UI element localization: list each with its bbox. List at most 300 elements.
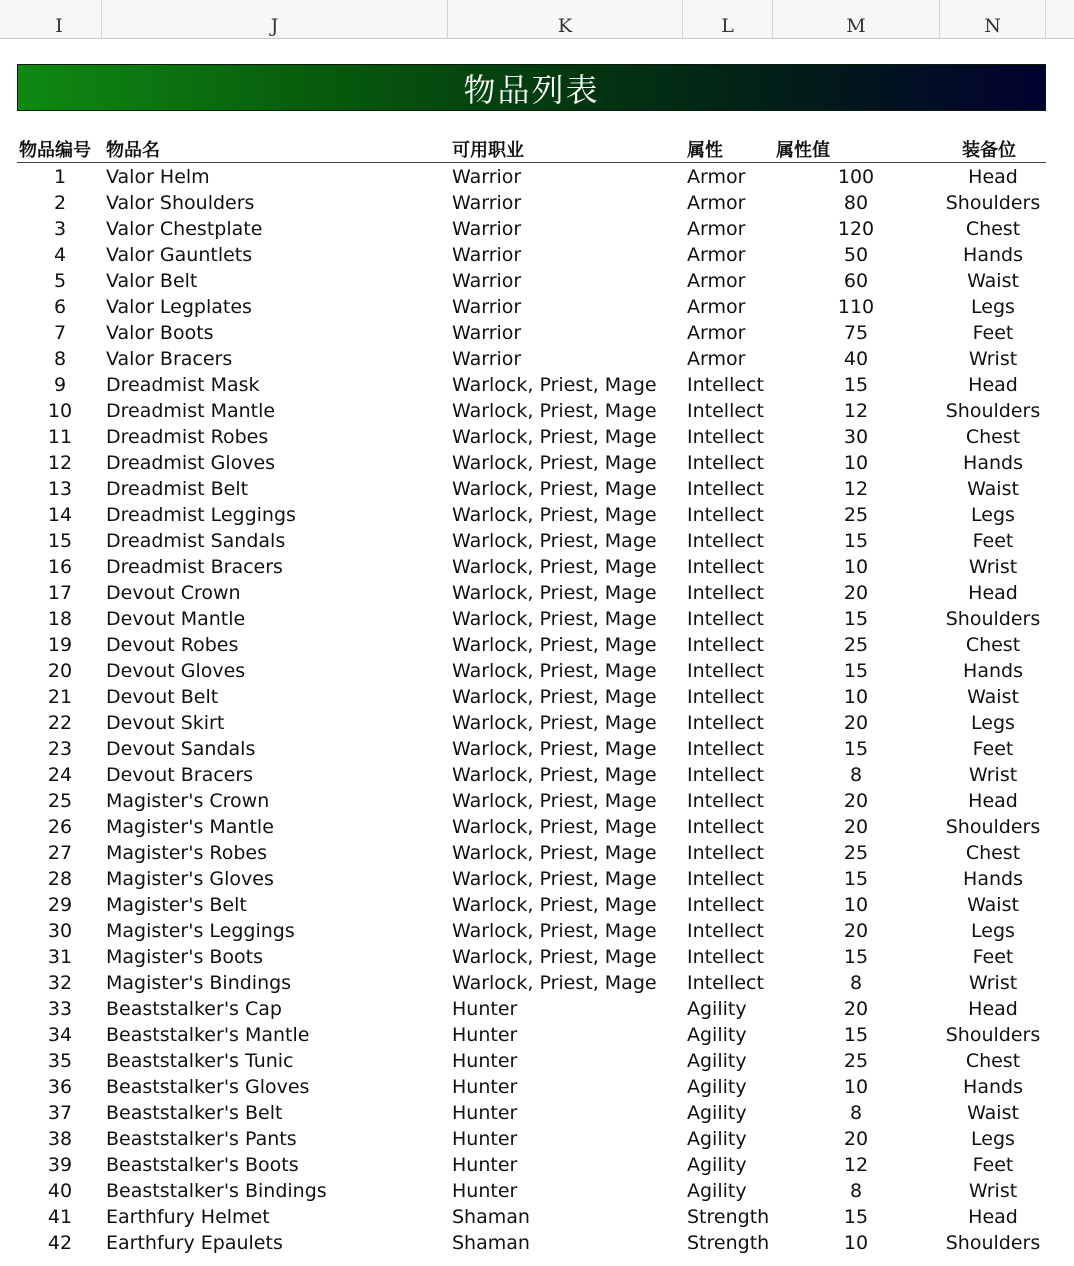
cell-attribute-value[interactable]: 10 (843, 556, 869, 578)
cell-item-id[interactable]: 33 (47, 998, 73, 1020)
table-row[interactable] (0, 1074, 1074, 1100)
cell-item-id[interactable]: 12 (47, 452, 73, 474)
cell-item-name[interactable]: Beaststalker's Belt (106, 1102, 283, 1124)
table-row[interactable] (0, 554, 1074, 580)
cell-item-id[interactable]: 27 (47, 842, 73, 864)
cell-slot[interactable]: Legs (971, 1128, 1015, 1150)
table-row[interactable] (0, 1230, 1074, 1256)
cell-slot[interactable]: Hands (963, 1076, 1023, 1098)
cell-item-id[interactable]: 30 (47, 920, 73, 942)
table-row[interactable] (0, 190, 1074, 216)
cell-classes[interactable]: Warlock, Priest, Mage (452, 816, 657, 838)
cell-item-name[interactable]: Valor Shoulders (106, 192, 255, 214)
cell-attribute[interactable]: Intellect (687, 634, 764, 656)
cell-item-id[interactable]: 42 (47, 1232, 73, 1254)
cell-item-id[interactable]: 15 (47, 530, 73, 552)
cell-item-id[interactable]: 25 (47, 790, 73, 812)
cell-item-id[interactable]: 31 (47, 946, 73, 968)
cell-classes[interactable]: Hunter (452, 1154, 518, 1176)
cell-item-name[interactable]: Devout Skirt (106, 712, 225, 734)
cell-classes[interactable]: Hunter (452, 1050, 518, 1072)
cell-attribute-value[interactable]: 20 (843, 1128, 869, 1150)
header-item-name[interactable]: 物品名 (106, 140, 160, 161)
cell-slot[interactable]: Feet (972, 738, 1014, 760)
cell-attribute-value[interactable]: 10 (843, 452, 869, 474)
table-row[interactable] (0, 736, 1074, 762)
cell-item-id[interactable]: 20 (47, 660, 73, 682)
cell-attribute-value[interactable]: 80 (843, 192, 869, 214)
cell-classes[interactable]: Warlock, Priest, Mage (452, 894, 657, 916)
table-row[interactable] (0, 840, 1074, 866)
table-row[interactable] (0, 970, 1074, 996)
cell-slot[interactable]: Legs (971, 296, 1015, 318)
cell-classes[interactable]: Warlock, Priest, Mage (452, 764, 657, 786)
cell-classes[interactable]: Warrior (452, 296, 522, 318)
cell-attribute-value[interactable]: 12 (843, 478, 869, 500)
cell-item-id[interactable]: 22 (47, 712, 73, 734)
cell-attribute[interactable]: Agility (687, 1050, 747, 1072)
cell-attribute-value[interactable]: 10 (843, 1076, 869, 1098)
cell-item-id[interactable]: 1 (53, 166, 67, 188)
cell-attribute[interactable]: Agility (687, 1128, 747, 1150)
table-row[interactable] (0, 372, 1074, 398)
cell-classes[interactable]: Hunter (452, 1024, 518, 1046)
cell-classes[interactable]: Warlock, Priest, Mage (452, 660, 657, 682)
cell-attribute-value[interactable]: 25 (843, 842, 869, 864)
table-row[interactable] (0, 164, 1074, 190)
cell-attribute-value[interactable]: 15 (843, 1206, 869, 1228)
cell-attribute-value[interactable]: 15 (843, 608, 869, 630)
cell-attribute[interactable]: Strength (687, 1232, 770, 1254)
cell-item-name[interactable]: Magister's Robes (106, 842, 268, 864)
column-header-l[interactable]: L (683, 0, 773, 38)
cell-slot[interactable]: Chest (965, 634, 1021, 656)
cell-slot[interactable]: Shoulders (945, 400, 1041, 422)
cell-classes[interactable]: Warlock, Priest, Mage (452, 426, 657, 448)
cell-slot[interactable]: Feet (972, 1154, 1014, 1176)
cell-classes[interactable]: Warlock, Priest, Mage (452, 374, 657, 396)
cell-attribute[interactable]: Intellect (687, 946, 764, 968)
table-row[interactable] (0, 528, 1074, 554)
cell-item-id[interactable]: 41 (47, 1206, 73, 1228)
cell-classes[interactable]: Warrior (452, 192, 522, 214)
cell-item-name[interactable]: Magister's Boots (106, 946, 264, 968)
cell-slot[interactable]: Hands (963, 868, 1023, 890)
cell-item-name[interactable]: Magister's Crown (106, 790, 270, 812)
cell-slot[interactable]: Head (968, 374, 1018, 396)
cell-attribute-value[interactable]: 8 (849, 972, 863, 994)
cell-attribute-value[interactable]: 15 (843, 660, 869, 682)
cell-attribute[interactable]: Armor (687, 348, 746, 370)
cell-attribute[interactable]: Intellect (687, 374, 764, 396)
cell-item-id[interactable]: 32 (47, 972, 73, 994)
cell-item-id[interactable]: 13 (47, 478, 73, 500)
table-row[interactable] (0, 996, 1074, 1022)
table-row[interactable] (0, 476, 1074, 502)
cell-item-name[interactable]: Dreadmist Leggings (106, 504, 296, 526)
cell-slot[interactable]: Chest (965, 426, 1021, 448)
cell-classes[interactable]: Shaman (452, 1232, 530, 1254)
cell-attribute[interactable]: Intellect (687, 478, 764, 500)
cell-slot[interactable]: Shoulders (945, 1024, 1041, 1046)
cell-classes[interactable]: Warrior (452, 166, 522, 188)
cell-attribute-value[interactable]: 20 (843, 712, 869, 734)
cell-item-id[interactable]: 9 (53, 374, 67, 396)
cell-classes[interactable]: Warlock, Priest, Mage (452, 686, 657, 708)
table-row[interactable] (0, 944, 1074, 970)
table-row[interactable] (0, 866, 1074, 892)
cell-item-id[interactable]: 38 (47, 1128, 73, 1150)
table-row[interactable] (0, 1204, 1074, 1230)
cell-attribute-value[interactable]: 15 (843, 530, 869, 552)
cell-attribute-value[interactable]: 15 (843, 738, 869, 760)
cell-classes[interactable]: Warlock, Priest, Mage (452, 478, 657, 500)
cell-attribute[interactable]: Intellect (687, 712, 764, 734)
cell-attribute[interactable]: Intellect (687, 400, 764, 422)
cell-slot[interactable]: Waist (967, 894, 1019, 916)
cell-attribute[interactable]: Intellect (687, 894, 764, 916)
cell-item-name[interactable]: Dreadmist Bracers (106, 556, 283, 578)
cell-attribute[interactable]: Intellect (687, 842, 764, 864)
cell-item-name[interactable]: Valor Chestplate (106, 218, 263, 240)
cell-attribute-value[interactable]: 10 (843, 686, 869, 708)
cell-item-name[interactable]: Devout Robes (106, 634, 239, 656)
cell-item-name[interactable]: Earthfury Helmet (106, 1206, 270, 1228)
cell-slot[interactable]: Shoulders (945, 1232, 1041, 1254)
cell-slot[interactable]: Chest (965, 218, 1021, 240)
cell-item-id[interactable]: 39 (47, 1154, 73, 1176)
cell-item-name[interactable]: Magister's Mantle (106, 816, 274, 838)
cell-attribute[interactable]: Intellect (687, 426, 764, 448)
cell-attribute[interactable]: Intellect (687, 530, 764, 552)
cell-classes[interactable]: Warrior (452, 244, 522, 266)
cell-attribute[interactable]: Armor (687, 322, 746, 344)
cell-item-name[interactable]: Valor Bracers (106, 348, 233, 370)
table-row[interactable] (0, 1100, 1074, 1126)
cell-attribute[interactable]: Intellect (687, 790, 764, 812)
cell-attribute-value[interactable]: 15 (843, 868, 869, 890)
cell-attribute[interactable]: Intellect (687, 920, 764, 942)
cell-attribute-value[interactable]: 100 (837, 166, 875, 188)
cell-item-name[interactable]: Devout Bracers (106, 764, 254, 786)
table-row[interactable] (0, 606, 1074, 632)
cell-item-id[interactable]: 14 (47, 504, 73, 526)
cell-slot[interactable]: Hands (963, 660, 1023, 682)
cell-classes[interactable]: Warrior (452, 218, 522, 240)
cell-classes[interactable]: Hunter (452, 1102, 518, 1124)
cell-attribute[interactable]: Intellect (687, 738, 764, 760)
cell-attribute-value[interactable]: 15 (843, 946, 869, 968)
cell-item-name[interactable]: Devout Crown (106, 582, 241, 604)
cell-item-name[interactable]: Dreadmist Mask (106, 374, 260, 396)
cell-classes[interactable]: Warlock, Priest, Mage (452, 608, 657, 630)
cell-item-name[interactable]: Devout Belt (106, 686, 219, 708)
cell-item-name[interactable]: Beaststalker's Boots (106, 1154, 299, 1176)
cell-attribute-value[interactable]: 15 (843, 1024, 869, 1046)
cell-attribute[interactable]: Intellect (687, 608, 764, 630)
cell-attribute[interactable]: Armor (687, 166, 746, 188)
cell-slot[interactable]: Waist (967, 1102, 1019, 1124)
cell-item-id[interactable]: 40 (47, 1180, 73, 1202)
cell-attribute-value[interactable]: 10 (843, 1232, 869, 1254)
cell-item-name[interactable]: Dreadmist Mantle (106, 400, 276, 422)
cell-item-id[interactable]: 19 (47, 634, 73, 656)
cell-item-name[interactable]: Dreadmist Gloves (106, 452, 276, 474)
column-header-i[interactable]: I (17, 0, 102, 38)
title-banner[interactable] (17, 64, 1046, 111)
cell-attribute[interactable]: Agility (687, 1076, 747, 1098)
cell-item-name[interactable]: Valor Helm (106, 166, 210, 188)
cell-slot[interactable]: Wrist (968, 556, 1018, 578)
cell-attribute-value[interactable]: 20 (843, 582, 869, 604)
cell-attribute[interactable]: Intellect (687, 660, 764, 682)
cell-item-id[interactable]: 8 (53, 348, 67, 370)
cell-slot[interactable]: Wrist (968, 1180, 1018, 1202)
cell-classes[interactable]: Warrior (452, 348, 522, 370)
cell-slot[interactable]: Hands (963, 452, 1023, 474)
cell-item-id[interactable]: 21 (47, 686, 73, 708)
table-row[interactable] (0, 788, 1074, 814)
cell-item-id[interactable]: 10 (47, 400, 73, 422)
cell-item-name[interactable]: Dreadmist Robes (106, 426, 269, 448)
table-row[interactable] (0, 580, 1074, 606)
cell-item-id[interactable]: 11 (47, 426, 73, 448)
cell-slot[interactable]: Feet (972, 946, 1014, 968)
cell-slot[interactable]: Head (968, 582, 1018, 604)
cell-classes[interactable]: Warrior (452, 270, 522, 292)
cell-classes[interactable]: Warlock, Priest, Mage (452, 582, 657, 604)
cell-item-id[interactable]: 6 (53, 296, 67, 318)
cell-item-name[interactable]: Dreadmist Belt (106, 478, 249, 500)
cell-classes[interactable]: Warlock, Priest, Mage (452, 738, 657, 760)
cell-attribute[interactable]: Armor (687, 270, 746, 292)
cell-attribute-value[interactable]: 20 (843, 998, 869, 1020)
cell-attribute-value[interactable]: 25 (843, 1050, 869, 1072)
cell-slot[interactable]: Shoulders (945, 192, 1041, 214)
table-row[interactable] (0, 268, 1074, 294)
cell-slot[interactable]: Legs (971, 920, 1015, 942)
cell-classes[interactable]: Warlock, Priest, Mage (452, 712, 657, 734)
cell-item-name[interactable]: Valor Belt (106, 270, 198, 292)
cell-item-name[interactable]: Dreadmist Sandals (106, 530, 286, 552)
cell-attribute[interactable]: Agility (687, 1024, 747, 1046)
cell-item-name[interactable]: Magister's Gloves (106, 868, 274, 890)
cell-attribute-value[interactable]: 20 (843, 816, 869, 838)
cell-attribute[interactable]: Agility (687, 998, 747, 1020)
table-row[interactable] (0, 762, 1074, 788)
cell-attribute-value[interactable]: 10 (843, 894, 869, 916)
cell-attribute[interactable]: Intellect (687, 504, 764, 526)
cell-attribute-value[interactable]: 8 (849, 1180, 863, 1202)
cell-slot[interactable]: Chest (965, 842, 1021, 864)
cell-item-name[interactable]: Valor Gauntlets (106, 244, 253, 266)
cell-classes[interactable]: Hunter (452, 1180, 518, 1202)
table-row[interactable] (0, 1126, 1074, 1152)
table-row[interactable] (0, 892, 1074, 918)
cell-item-id[interactable]: 34 (47, 1024, 73, 1046)
cell-slot[interactable]: Feet (972, 322, 1014, 344)
cell-attribute-value[interactable]: 120 (837, 218, 875, 240)
cell-slot[interactable]: Wrist (968, 348, 1018, 370)
cell-item-id[interactable]: 23 (47, 738, 73, 760)
cell-classes[interactable]: Warlock, Priest, Mage (452, 842, 657, 864)
cell-classes[interactable]: Warlock, Priest, Mage (452, 452, 657, 474)
cell-item-id[interactable]: 28 (47, 868, 73, 890)
column-header-k[interactable]: K (448, 0, 683, 38)
header-slot[interactable]: 装备位 (962, 140, 1016, 161)
cell-item-id[interactable]: 18 (47, 608, 73, 630)
cell-classes[interactable]: Warlock, Priest, Mage (452, 634, 657, 656)
cell-attribute[interactable]: Intellect (687, 582, 764, 604)
cell-slot[interactable]: Hands (963, 244, 1023, 266)
cell-attribute-value[interactable]: 110 (837, 296, 875, 318)
cell-attribute[interactable]: Intellect (687, 868, 764, 890)
header-attribute-value[interactable]: 属性值 (776, 140, 830, 161)
cell-attribute-value[interactable]: 25 (843, 634, 869, 656)
cell-item-name[interactable]: Beaststalker's Cap (106, 998, 282, 1020)
cell-slot[interactable]: Waist (967, 686, 1019, 708)
cell-item-id[interactable]: 37 (47, 1102, 73, 1124)
cell-item-name[interactable]: Magister's Leggings (106, 920, 295, 942)
cell-classes[interactable]: Shaman (452, 1206, 530, 1228)
cell-slot[interactable]: Shoulders (945, 608, 1041, 630)
table-row[interactable] (0, 684, 1074, 710)
cell-attribute[interactable]: Armor (687, 192, 746, 214)
cell-item-name[interactable]: Beaststalker's Mantle (106, 1024, 310, 1046)
table-row[interactable] (0, 918, 1074, 944)
cell-classes[interactable]: Warlock, Priest, Mage (452, 920, 657, 942)
cell-item-name[interactable]: Earthfury Epaulets (106, 1232, 283, 1254)
cell-attribute-value[interactable]: 20 (843, 920, 869, 942)
cell-item-id[interactable]: 26 (47, 816, 73, 838)
cell-item-id[interactable]: 24 (47, 764, 73, 786)
cell-attribute-value[interactable]: 25 (843, 504, 869, 526)
cell-item-name[interactable]: Beaststalker's Gloves (106, 1076, 310, 1098)
cell-attribute-value[interactable]: 8 (849, 1102, 863, 1124)
cell-slot[interactable]: Head (968, 998, 1018, 1020)
cell-item-name[interactable]: Devout Gloves (106, 660, 246, 682)
table-row[interactable] (0, 632, 1074, 658)
cell-classes[interactable]: Warlock, Priest, Mage (452, 530, 657, 552)
header-classes[interactable]: 可用职业 (452, 140, 524, 161)
cell-classes[interactable]: Warlock, Priest, Mage (452, 972, 657, 994)
table-row[interactable] (0, 450, 1074, 476)
cell-item-id[interactable]: 4 (53, 244, 67, 266)
cell-classes[interactable]: Warlock, Priest, Mage (452, 556, 657, 578)
table-row[interactable] (0, 1152, 1074, 1178)
cell-item-id[interactable]: 17 (47, 582, 73, 604)
cell-classes[interactable]: Warlock, Priest, Mage (452, 946, 657, 968)
cell-classes[interactable]: Hunter (452, 1128, 518, 1150)
cell-attribute[interactable]: Intellect (687, 686, 764, 708)
table-row[interactable] (0, 398, 1074, 424)
column-header-m[interactable]: M (773, 0, 940, 38)
table-row[interactable] (0, 320, 1074, 346)
cell-item-id[interactable]: 2 (53, 192, 67, 214)
cell-attribute[interactable]: Agility (687, 1154, 747, 1176)
cell-item-name[interactable]: Beaststalker's Tunic (106, 1050, 294, 1072)
cell-slot[interactable]: Wrist (968, 764, 1018, 786)
cell-attribute-value[interactable]: 50 (843, 244, 869, 266)
table-row[interactable] (0, 424, 1074, 450)
cell-classes[interactable]: Warlock, Priest, Mage (452, 790, 657, 812)
cell-item-id[interactable]: 5 (53, 270, 67, 292)
cell-attribute-value[interactable]: 40 (843, 348, 869, 370)
table-row[interactable] (0, 814, 1074, 840)
table-row[interactable] (0, 658, 1074, 684)
cell-item-id[interactable]: 36 (47, 1076, 73, 1098)
cell-attribute[interactable]: Intellect (687, 816, 764, 838)
cell-item-id[interactable]: 16 (47, 556, 73, 578)
cell-item-name[interactable]: Valor Legplates (106, 296, 252, 318)
cell-slot[interactable]: Waist (967, 478, 1019, 500)
table-row[interactable] (0, 216, 1074, 242)
cell-slot[interactable]: Head (968, 166, 1018, 188)
cell-attribute[interactable]: Intellect (687, 556, 764, 578)
cell-attribute[interactable]: Agility (687, 1102, 747, 1124)
cell-item-id[interactable]: 7 (53, 322, 67, 344)
column-header-j[interactable]: J (102, 0, 448, 38)
cell-attribute[interactable]: Intellect (687, 972, 764, 994)
table-row[interactable] (0, 242, 1074, 268)
cell-item-id[interactable]: 35 (47, 1050, 73, 1072)
cell-attribute[interactable]: Agility (687, 1180, 747, 1202)
cell-item-name[interactable]: Beaststalker's Pants (106, 1128, 297, 1150)
cell-item-name[interactable]: Magister's Bindings (106, 972, 292, 994)
cell-classes[interactable]: Warrior (452, 322, 522, 344)
cell-slot[interactable]: Head (968, 790, 1018, 812)
table-row[interactable] (0, 502, 1074, 528)
cell-attribute[interactable]: Intellect (687, 452, 764, 474)
cell-item-name[interactable]: Devout Mantle (106, 608, 246, 630)
cell-classes[interactable]: Hunter (452, 1076, 518, 1098)
cell-slot[interactable]: Legs (971, 504, 1015, 526)
cell-item-id[interactable]: 29 (47, 894, 73, 916)
table-row[interactable] (0, 1178, 1074, 1204)
cell-slot[interactable]: Head (968, 1206, 1018, 1228)
cell-item-name[interactable]: Magister's Belt (106, 894, 247, 916)
cell-item-name[interactable]: Devout Sandals (106, 738, 256, 760)
cell-attribute[interactable]: Strength (687, 1206, 770, 1228)
header-item-id[interactable]: 物品编号 (19, 140, 91, 161)
cell-slot[interactable]: Wrist (968, 972, 1018, 994)
cell-slot[interactable]: Waist (967, 270, 1019, 292)
table-row[interactable] (0, 710, 1074, 736)
header-attribute[interactable]: 属性 (687, 140, 723, 161)
table-row[interactable] (0, 294, 1074, 320)
cell-attribute[interactable]: Intellect (687, 764, 764, 786)
table-row[interactable] (0, 1048, 1074, 1074)
cell-attribute-value[interactable]: 30 (843, 426, 869, 448)
cell-attribute-value[interactable]: 60 (843, 270, 869, 292)
cell-item-id[interactable]: 3 (53, 218, 67, 240)
cell-slot[interactable]: Shoulders (945, 816, 1041, 838)
column-header-n[interactable]: N (940, 0, 1046, 38)
cell-slot[interactable]: Chest (965, 1050, 1021, 1072)
cell-attribute-value[interactable]: 12 (843, 1154, 869, 1176)
cell-attribute[interactable]: Armor (687, 296, 746, 318)
cell-item-name[interactable]: Beaststalker's Bindings (106, 1180, 327, 1202)
cell-attribute[interactable]: Armor (687, 218, 746, 240)
table-row[interactable] (0, 1022, 1074, 1048)
cell-attribute-value[interactable]: 20 (843, 790, 869, 812)
cell-slot[interactable]: Legs (971, 712, 1015, 734)
table-row[interactable] (0, 346, 1074, 372)
cell-slot[interactable]: Feet (972, 530, 1014, 552)
cell-attribute-value[interactable]: 12 (843, 400, 869, 422)
cell-attribute-value[interactable]: 75 (843, 322, 869, 344)
cell-item-name[interactable]: Valor Boots (106, 322, 214, 344)
